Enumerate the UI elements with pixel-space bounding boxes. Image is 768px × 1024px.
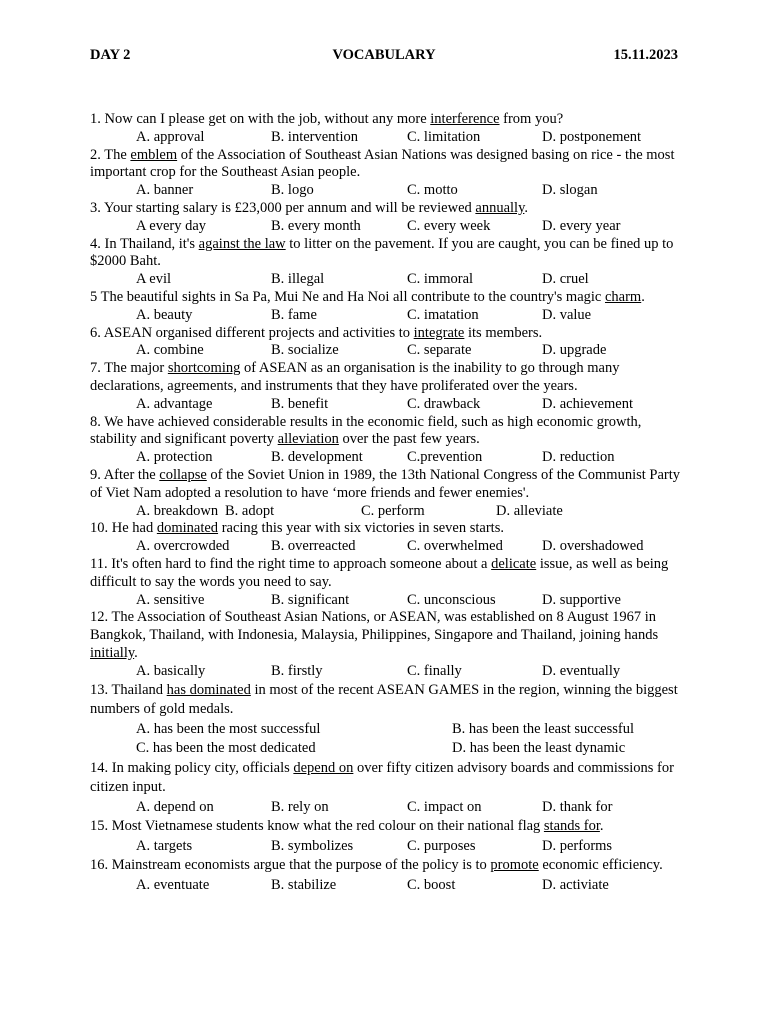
question-item: [90, 200, 680, 236]
stem-text: 3. Your starting salary is £23,000 per annum and will be reviewed: [90, 199, 476, 216]
answer-option: D. performs: [542, 837, 613, 854]
answer-option: A. depend on: [136, 798, 214, 815]
question-item: [90, 556, 680, 609]
stem-text: 5 The beautiful sights in Sa Pa, Mui Ne and Ha Noi all contribute to the country's magic: [90, 288, 605, 305]
answer-option: C. limitation: [407, 128, 481, 145]
stem-text: over fifty citizen advisory boards and commissions for citizen input.: [90, 759, 674, 795]
answer-options: [90, 592, 680, 610]
underlined-term: initially: [90, 644, 135, 661]
question-stem: [90, 200, 680, 218]
question-stem: [90, 817, 680, 837]
question-stem: [90, 759, 680, 798]
answer-option: C. has been the most dedicated: [136, 740, 316, 756]
answer-option: A. basically: [136, 662, 206, 679]
answer-option: B. rely on: [271, 798, 329, 815]
stem-text: racing this year with six victories in seven starts.: [218, 520, 504, 537]
underlined-term: dominated: [156, 520, 219, 537]
answer-options: [90, 837, 680, 857]
underlined-term: charm: [604, 288, 642, 305]
answer-option: A. advantage: [136, 395, 213, 412]
question-item: [90, 681, 680, 759]
answer-option: A. banner: [136, 182, 194, 199]
question-stem: [90, 556, 680, 592]
answer-option: D. cruel: [542, 271, 589, 288]
answer-option: D. overshadowed: [542, 538, 644, 555]
underlined-term: emblem: [130, 146, 178, 163]
stem-text: 12. The Association of Southeast Asian Nations, or ASEAN, was established on 8 August 1967 in Bangkok, Thailand, with Indonesia, Malaysia, Philippines, Singapore and Thailand, joining hands: [90, 609, 659, 644]
answer-option: D. value: [542, 306, 592, 323]
answer-options: [90, 396, 680, 414]
stem-text: 4. In Thailand, it's: [90, 235, 199, 252]
header-title: VOCABULARY: [332, 47, 436, 63]
stem-text: from you?: [499, 111, 564, 127]
stem-text: to litter on the pavement. If you are caught, you can be fined up to $2000 Baht.: [90, 235, 674, 270]
answer-option: A. combine: [136, 342, 204, 359]
answer-option: D. supportive: [542, 591, 621, 608]
answer-option: C. boost: [407, 876, 456, 893]
answer-option: C. purposes: [407, 837, 476, 854]
underlined-term: integrate: [413, 324, 465, 341]
question-item: [90, 360, 680, 413]
question-item: [90, 609, 680, 680]
answer-option: B. logo: [271, 182, 314, 199]
question-stem: [90, 856, 680, 876]
answer-options: [90, 663, 680, 681]
stem-text: of the Association of Southeast Asian Nations was designed basing on rice - the most important crop for the Southeast Asian people.: [90, 146, 675, 181]
stem-text: .: [599, 818, 604, 834]
page-header: [90, 47, 678, 67]
stem-text: 13. Thailand: [90, 681, 167, 698]
answer-option: C.prevention: [407, 449, 483, 466]
answer-options-row: [90, 739, 680, 759]
question-stem: [90, 289, 680, 307]
answer-options: [90, 307, 680, 325]
answer-options: [90, 449, 680, 467]
question-item: [90, 325, 680, 361]
question-stem: [90, 360, 680, 396]
stem-text: .: [134, 644, 138, 661]
answer-options: [90, 182, 680, 200]
stem-text: of the Soviet Union in 1989, the 13th National Congress of the Communist Party of Viet Nam adopted a resolution to have ‘more friends and fewer enemies'.: [90, 466, 681, 501]
underlined-term: delicate: [491, 555, 537, 572]
underlined-term: depend on: [293, 759, 354, 776]
answer-option: B. has been the least successful: [452, 720, 635, 737]
answer-option: B. stabilize: [271, 876, 337, 893]
stem-text: 9. After the: [90, 466, 160, 483]
stem-text: 10. He had: [90, 520, 157, 537]
stem-text: 1. Now can I please get on with the job, without any more: [90, 111, 431, 127]
answer-option: B. intervention: [271, 128, 358, 145]
question-stem: [90, 414, 680, 450]
answer-option: D. achievement: [542, 395, 633, 412]
answer-option: C. finally: [407, 662, 462, 679]
stem-text: issue, as well as being difficult to say the words you need to say.: [90, 555, 669, 590]
answer-option: A. has been the most successful: [136, 720, 321, 737]
answer-option: A. targets: [136, 837, 193, 854]
stem-text: 2. The: [90, 146, 131, 163]
answer-option: D. every year: [542, 217, 621, 234]
answer-option: B. fame: [271, 306, 317, 323]
stem-text: 7. The major: [90, 360, 168, 377]
answer-option: C. drawback: [407, 395, 481, 412]
question-list: [90, 111, 680, 895]
answer-options: [90, 129, 680, 147]
underlined-term: has dominated: [166, 681, 251, 698]
answer-options: [90, 798, 680, 818]
answer-option: C. imatation: [407, 306, 479, 323]
answer-option: C. separate: [407, 342, 472, 359]
stem-text: its members.: [464, 324, 543, 341]
stem-text: .: [524, 199, 529, 216]
underlined-term: annually: [475, 199, 525, 216]
answer-option: C. unconscious: [407, 591, 496, 608]
question-item: [90, 856, 680, 895]
question-stem: [90, 681, 680, 720]
answer-option: A. approval: [136, 128, 205, 145]
answer-option: D. has been the least dynamic: [452, 740, 626, 756]
answer-option: B. adopt: [225, 502, 275, 519]
stem-text: 14. In making policy city, officials: [90, 759, 294, 776]
underlined-term: shortcoming: [167, 360, 241, 377]
question-item: [90, 111, 680, 147]
answer-option: D. slogan: [542, 182, 598, 199]
underlined-term: against the law: [198, 235, 286, 252]
answer-options: [90, 503, 680, 521]
answer-option: A every day: [136, 217, 207, 234]
answer-option: B. symbolizes: [271, 837, 354, 854]
question-stem: [90, 609, 680, 662]
answer-option: D. eventually: [542, 662, 621, 679]
underlined-term: collapse: [159, 466, 207, 483]
answer-option: C. every week: [407, 217, 491, 234]
question-item: [90, 289, 680, 325]
answer-option: B. firstly: [271, 662, 323, 679]
answer-option: D. upgrade: [542, 342, 607, 359]
question-stem: [90, 236, 680, 272]
answer-option: C. impact on: [407, 798, 482, 815]
answer-options-row: [90, 720, 680, 740]
question-item: [90, 147, 680, 200]
stem-text: 16. Mainstream economists argue that the purpose of the policy is to: [90, 857, 491, 873]
answer-options: [90, 271, 680, 289]
stem-text: 11. It's often hard to find the right time to approach someone about a: [90, 555, 492, 572]
answer-option: A. beauty: [136, 306, 193, 323]
underlined-term: interference: [430, 111, 500, 127]
answer-option: A. breakdown: [136, 502, 219, 519]
underlined-term: promote: [490, 857, 539, 873]
answer-options: [90, 342, 680, 360]
answer-option: D. activiate: [542, 876, 609, 893]
answer-option: B. significant: [271, 591, 350, 608]
stem-text: of ASEAN as an organisation is the inability to go through many declarations, agreements, and instruments that they have proliferated over the years.: [90, 360, 620, 394]
answer-option: A evil: [136, 271, 172, 288]
answer-options: [90, 218, 680, 236]
answer-option: D. alleviate: [496, 502, 563, 519]
underlined-term: stands for: [543, 818, 600, 834]
answer-option: A. overcrowded: [136, 538, 230, 555]
stem-text: 15. Most Vietnamese students know what the red colour on their national flag: [90, 818, 544, 834]
answer-option: A. protection: [136, 449, 213, 466]
question-item: [90, 414, 680, 467]
question-item: [90, 236, 680, 289]
answer-option: D. postponement: [542, 128, 642, 145]
header-date: 15.11.2023: [613, 47, 678, 63]
answer-option: B. every month: [271, 217, 361, 234]
answer-option: B. socialize: [271, 342, 339, 359]
question-item: [90, 817, 680, 856]
question-stem: [90, 325, 680, 343]
stem-text: .: [641, 288, 645, 305]
answer-option: D. thank for: [542, 798, 613, 815]
answer-option: B. development: [271, 449, 363, 466]
answer-option: D. reduction: [542, 449, 615, 466]
answer-option: C. overwhelmed: [407, 538, 503, 555]
question-stem: [90, 147, 680, 183]
stem-text: in most of the recent ASEAN GAMES in the region, winning the biggest numbers of gold medals.: [90, 681, 678, 717]
question-item: [90, 520, 680, 556]
answer-option: C. immoral: [407, 271, 474, 288]
question-stem: [90, 467, 680, 503]
question-stem: [90, 520, 680, 538]
answer-option: C. motto: [407, 182, 458, 199]
stem-text: economic efficiency.: [538, 857, 663, 873]
header-day: DAY 2: [90, 47, 131, 63]
question-item: [90, 467, 680, 520]
answer-options: [90, 538, 680, 556]
answer-option: B. overreacted: [271, 538, 356, 555]
answer-options: [90, 876, 680, 896]
underlined-term: alleviation: [277, 431, 339, 448]
stem-text: 6. ASEAN organised different projects and activities to: [90, 324, 414, 341]
answer-option: B. illegal: [271, 271, 325, 288]
answer-option: A. sensitive: [136, 591, 205, 608]
question-item: [90, 759, 680, 818]
stem-text: over the past few years.: [338, 431, 480, 448]
answer-option: A. eventuate: [136, 876, 210, 893]
answer-option: C. perform: [361, 502, 425, 519]
answer-option: B. benefit: [271, 395, 329, 412]
stem-text: 8. We have achieved considerable results in the economic field, such as high economic growth, stability and significant poverty: [90, 413, 642, 448]
question-stem: [90, 111, 680, 129]
